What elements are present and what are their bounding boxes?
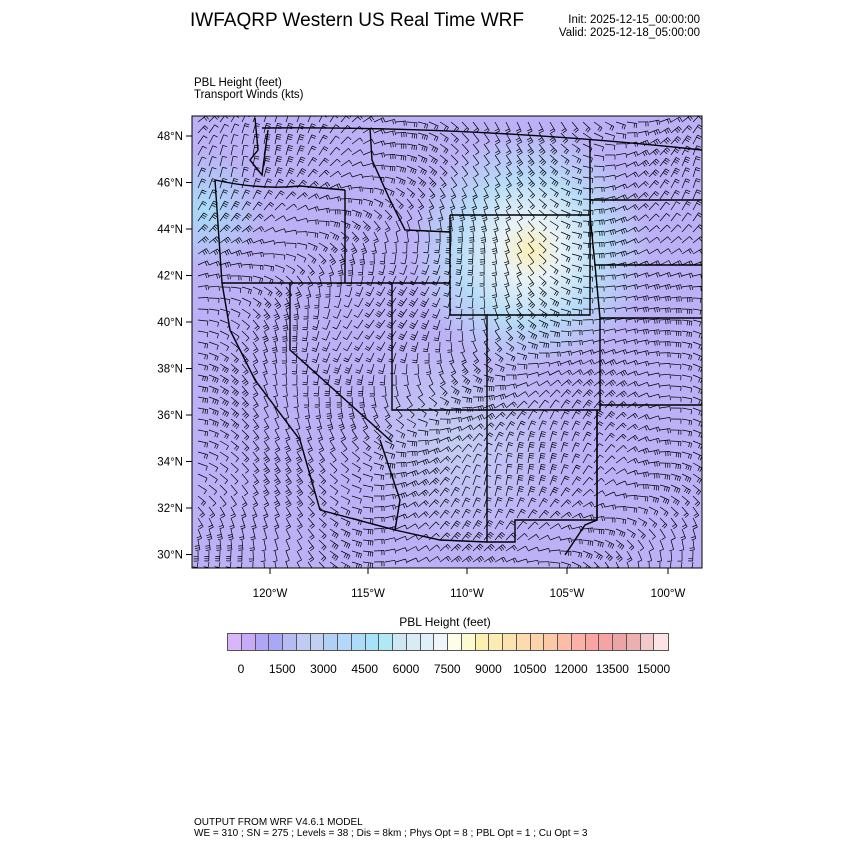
colorbar-swatch: [379, 634, 393, 650]
colorbar-swatch: [517, 634, 531, 650]
colorbar-swatch: [641, 634, 655, 650]
lat-tick-label: 40°N: [157, 317, 183, 329]
colorbar-swatch: [531, 634, 545, 650]
latitude-axis: [157, 131, 192, 562]
colorbar-swatch: [256, 634, 270, 650]
model-config: WE = 310 ; SN = 275 ; Levels = 38 ; Dis = 8km ; Phys Opt = 8 ; PBL Opt = 1 ; Cu Opt = 3: [194, 828, 588, 839]
field-label-winds: Transport Winds (kts): [194, 89, 304, 101]
colorbar-label: 4500: [351, 662, 379, 676]
colorbar-label: 12000: [554, 662, 588, 676]
lat-tick-label: 36°N: [157, 410, 183, 422]
colorbar-swatch: [558, 634, 572, 650]
longitude-axis: [253, 568, 686, 600]
colorbar-label: 1500: [268, 662, 296, 676]
colorbar-swatch: [476, 634, 490, 650]
lat-tick-label: 44°N: [157, 224, 183, 236]
field-label-pbl: PBL Height (feet): [194, 77, 282, 89]
colorbar-swatch: [586, 634, 600, 650]
colorbar-swatch: [311, 634, 325, 650]
init-time: Init: 2025-12-15_00:00:00: [568, 14, 700, 26]
lon-tick-label: 105°W: [549, 588, 585, 600]
lat-tick-label: 30°N: [157, 549, 183, 562]
lat-tick-label: 34°N: [157, 456, 183, 469]
plot-title: IWFAQRP Western US Real Time WRF: [190, 10, 524, 31]
colorbar: [227, 633, 669, 651]
colorbar-swatch: [434, 634, 448, 650]
colorbar-swatch: [324, 634, 338, 650]
colorbar-label: 15000: [636, 662, 671, 676]
colorbar-swatch: [544, 634, 558, 650]
colorbar-swatch: [283, 634, 297, 650]
colorbar-swatch: [297, 634, 311, 650]
colorbar-swatch: [407, 634, 421, 650]
colorbar-label: 7500: [433, 662, 461, 676]
lon-tick-label: 115°W: [351, 588, 385, 600]
lon-tick-label: 110°W: [450, 588, 484, 600]
colorbar-swatch: [503, 634, 517, 650]
colorbar-label: 6000: [392, 662, 420, 676]
model-info: [194, 817, 587, 839]
colorbar-swatch: [352, 634, 366, 650]
lat-tick-label: 48°N: [157, 131, 183, 143]
colorbar-swatch: [242, 634, 256, 650]
colorbar-title: PBL Height (feet): [399, 615, 491, 629]
valid-time: Valid: 2025-12-18_05:00:00: [558, 27, 700, 39]
lat-tick-label: 32°N: [157, 503, 183, 515]
lat-tick-label: 42°N: [157, 270, 183, 283]
colorbar-label: 9000: [475, 662, 502, 676]
colorbar-label: 13500: [595, 662, 629, 676]
colorbar-swatch: [366, 634, 380, 650]
lat-tick-label: 38°N: [157, 363, 183, 376]
colorbar-swatch: [613, 634, 627, 650]
lon-tick-label: 100°W: [650, 588, 686, 600]
lon-tick-label: 120°W: [252, 588, 288, 600]
colorbar-swatch: [269, 634, 283, 650]
colorbar-swatch: [654, 634, 668, 650]
model-version: OUTPUT FROM WRF V4.6.1 MODEL: [194, 817, 363, 828]
lat-tick-label: 46°N: [157, 177, 183, 190]
colorbar-swatch: [421, 634, 435, 650]
colorbar-swatch: [393, 634, 407, 650]
colorbar-label: 0: [237, 662, 245, 676]
colorbar-label: 3000: [310, 662, 337, 676]
colorbar-swatch: [599, 634, 613, 650]
colorbar-swatch: [228, 634, 242, 650]
colorbar-swatch: [462, 634, 476, 650]
colorbar-label: 10500: [513, 662, 547, 676]
colorbar-swatch: [338, 634, 352, 650]
map-area: [192, 113, 704, 574]
colorbar-swatch: [627, 634, 641, 650]
colorbar-swatch: [572, 634, 586, 650]
colorbar-swatch: [489, 634, 503, 650]
colorbar-swatch: [448, 634, 462, 650]
